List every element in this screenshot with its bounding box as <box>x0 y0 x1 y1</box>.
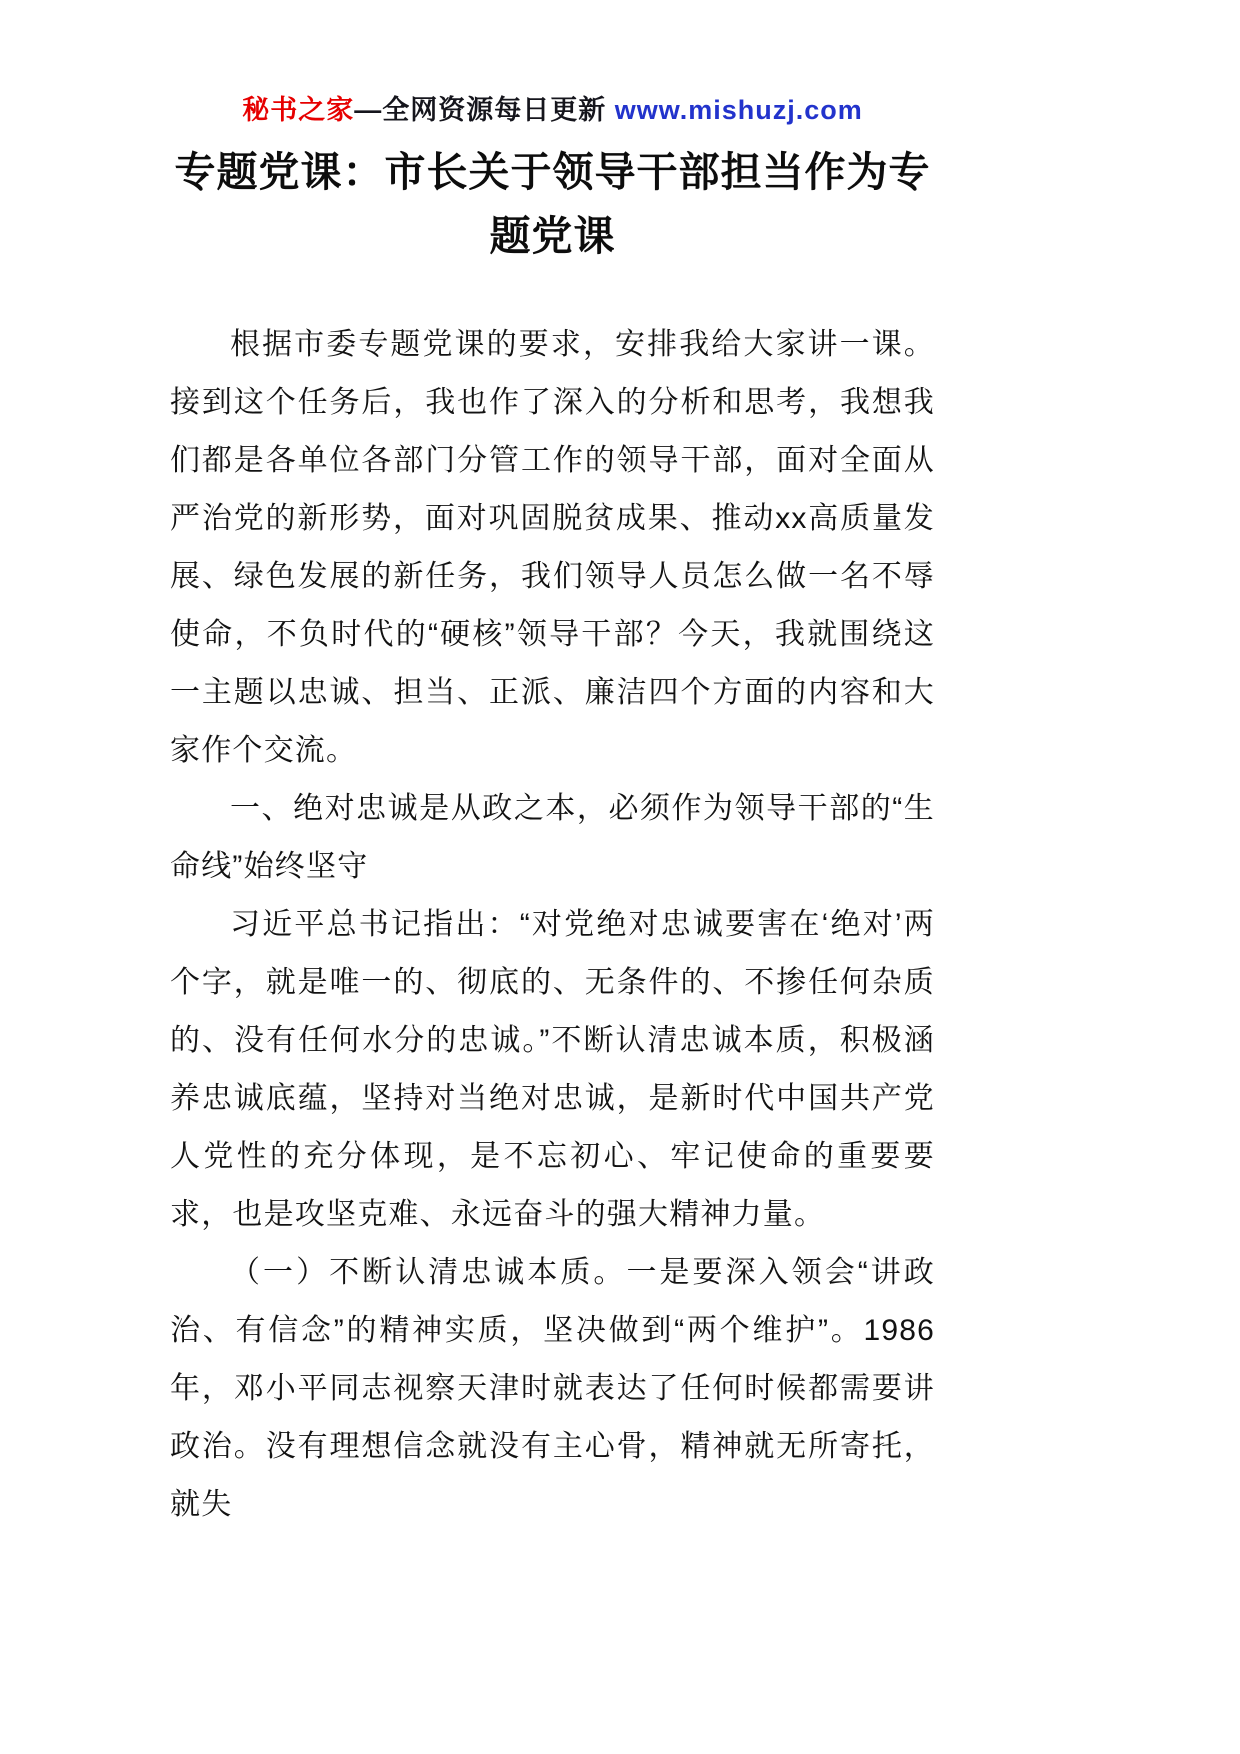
paragraph-loyalty: 习近平总书记指出：“对党绝对忠诚要害在‘绝对’两个字，就是唯一的、彻底的、无条件的、不掺任何杂质的、没有任何水分的忠诚。”不断认清忠诚本质，积极涵养忠诚底蕴，坚持对当绝对忠诚，是新时代中国共产党人党性的充分体现，是不忘初心、牢记使命的重要要求，也是攻坚克难、永远奋斗的强大精神力量。 <box>170 908 935 1232</box>
paragraph-subsection-1: （一）不断认清忠诚本质。一是要深入领会“讲政治、有信念”的精神实质，坚决做到“两个维护”。1986年，邓小平同志视察天津时就表达了任何时候都需要讲政治。没有理想信念就没有主心骨，精神就无所寄托，就失 <box>170 1256 935 1522</box>
paragraph-intro: 根据市委专题党课的要求，安排我给大家讲一课。接到这个任务后，我也作了深入的分析和思考，我想我们都是各单位各部门分管工作的领导干部，面对全面从严治党的新形势，面对巩固脱贫成果、推动xx高质量发展、绿色发展的新任务，我们领导人员怎么做一名不辱使命，不负时代的“硬核”领导干部？今天，我就围绕这一主题以忠诚、担当、正派、廉洁四个方面的内容和大家作个交流。 <box>170 328 935 768</box>
section-heading-1: 一、绝对忠诚是从政之本，必须作为领导干部的“生命线”始终坚守 <box>170 792 935 884</box>
document-title: 专题党课：市长关于领导干部担当作为专题党课 <box>174 149 931 259</box>
page-header <box>170 88 935 127</box>
site-tagline: —全网资源每日更新 <box>354 95 615 125</box>
site-url-link[interactable]: www.mishuzj.com <box>614 95 863 125</box>
document-body <box>170 316 935 1534</box>
site-brand: 秘书之家 <box>242 95 355 125</box>
